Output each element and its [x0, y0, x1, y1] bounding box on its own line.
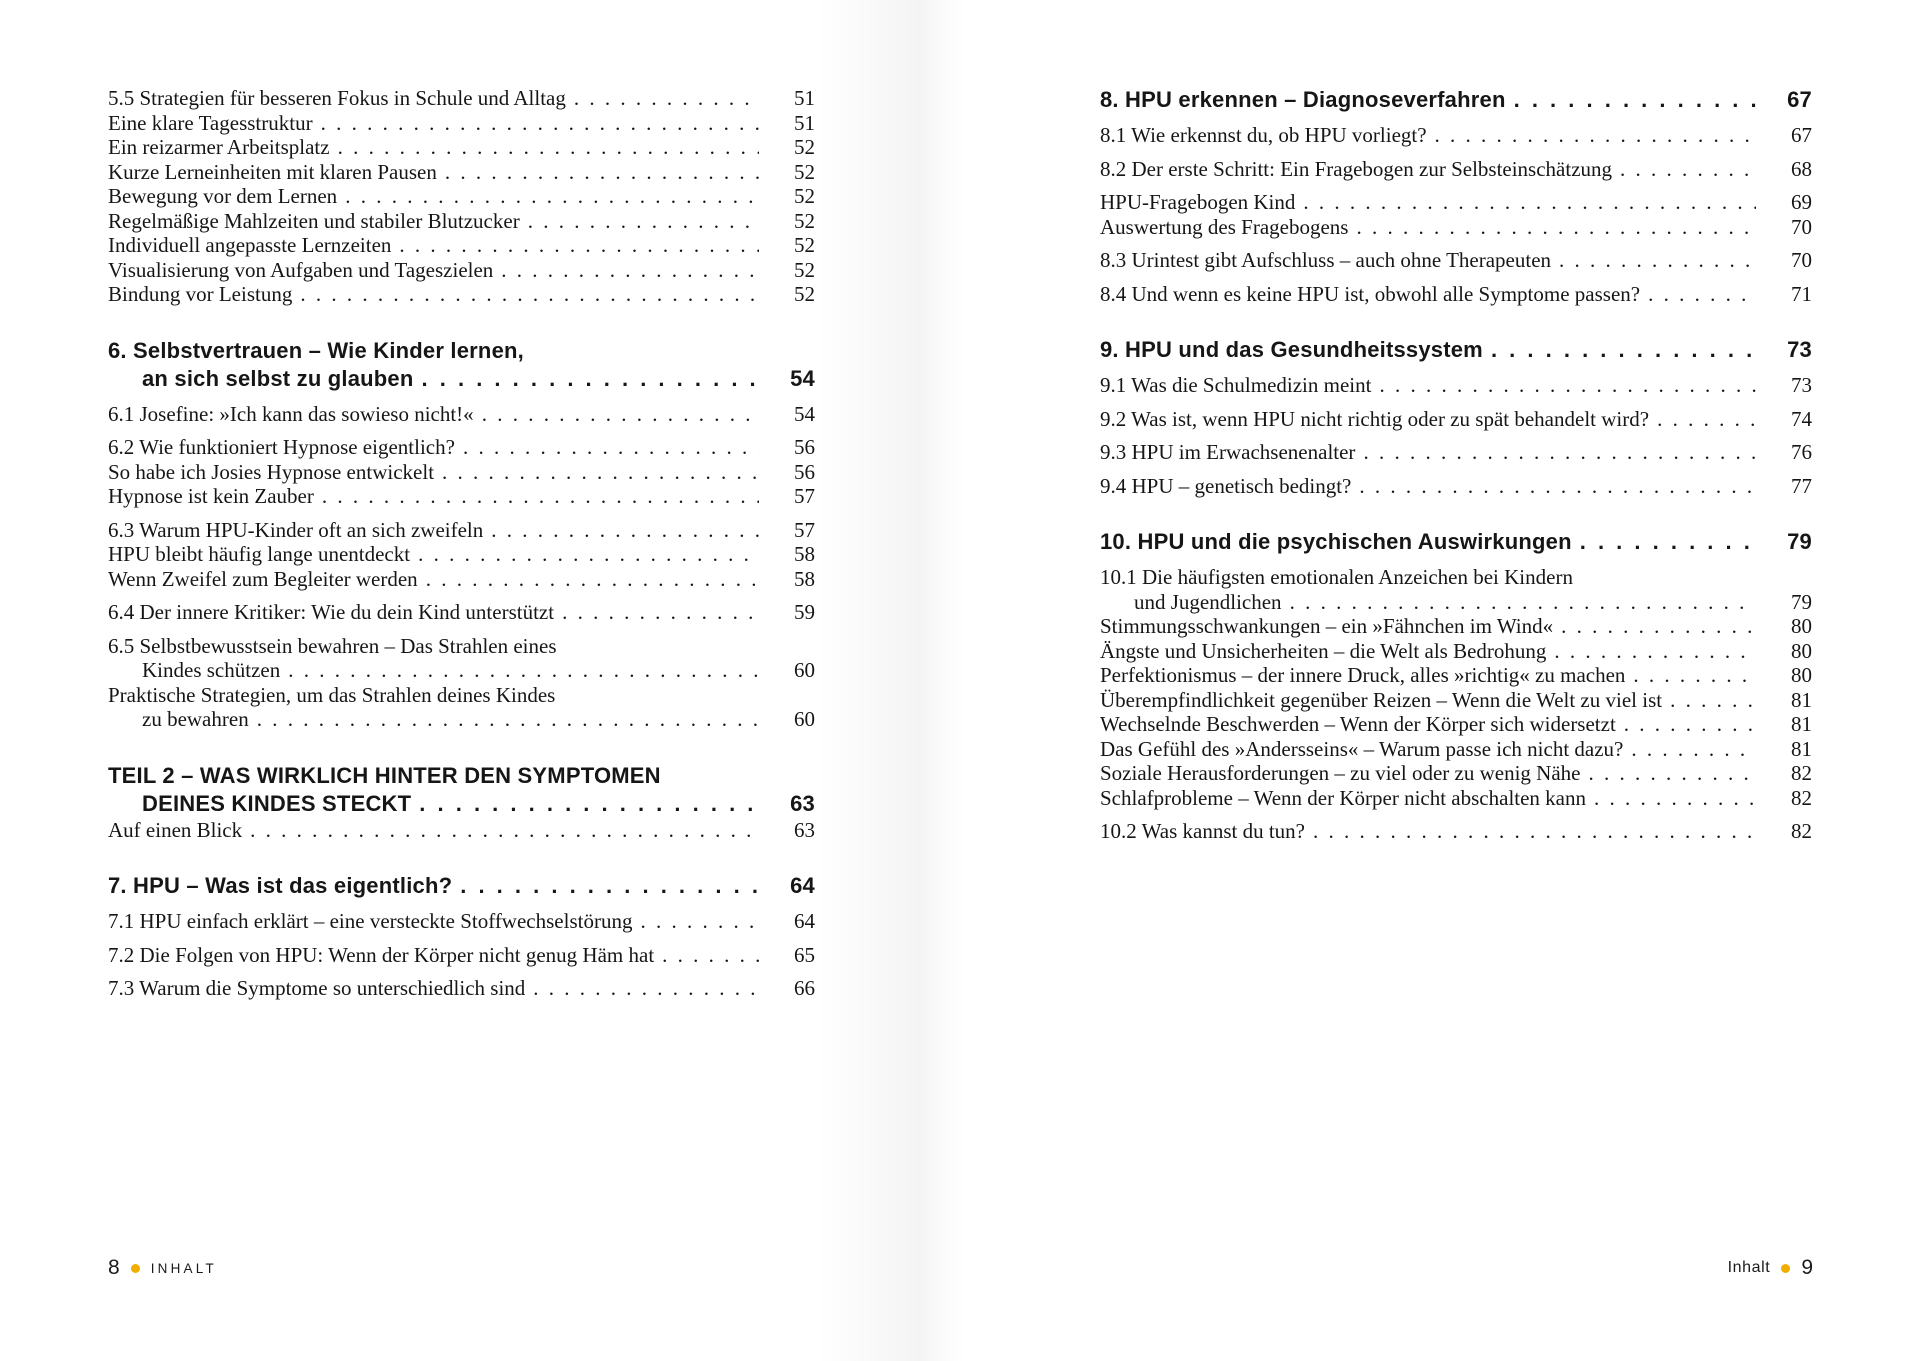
toc-page-number: 67 — [1791, 123, 1812, 147]
toc-item-title: Individuell angepasste Lernzeiten — [108, 233, 392, 257]
dot-leader — [533, 976, 759, 1001]
toc-left — [108, 86, 815, 1001]
toc-item-title: 8.2 Der erste Schritt: Ein Fragebogen zur Selbsteinschätzung — [1100, 156, 1613, 181]
toc-item-title: 9.1 Was die Schulmedizin meint — [1100, 373, 1372, 397]
dot-leader — [442, 460, 759, 485]
toc-item-title: Soziale Herausforderungen – zu viel oder zu wenig Nähe — [1100, 761, 1581, 785]
page-right — [954, 0, 1909, 1361]
footer-dot-icon — [1781, 1264, 1790, 1273]
toc-entry-row — [1100, 688, 1812, 713]
dot-leader — [399, 233, 759, 258]
dot-leader — [1561, 614, 1756, 639]
toc-page-number: 54 — [794, 401, 815, 426]
toc-item-title: 6.4 Der innere Kritiker: Wie du dein Kind unterstützt — [108, 600, 555, 624]
toc-entry-row — [108, 402, 815, 427]
toc-entry-row — [108, 209, 815, 234]
toc-entry-row — [1100, 590, 1812, 615]
toc-entry-row — [1100, 474, 1812, 499]
dot-leader — [662, 943, 759, 968]
footer-label: INHALT — [150, 1261, 217, 1276]
footer-label: Inhalt — [1727, 1259, 1771, 1276]
toc-entry-row — [1100, 712, 1812, 737]
dot-leader — [1620, 157, 1756, 182]
toc-item-title: Ängste und Unsicherheiten – die Welt als Bedrohung — [1100, 638, 1547, 663]
toc-item-title: So habe ich Josies Hypnose entwickelt — [108, 459, 435, 484]
toc-page-number: 66 — [794, 976, 815, 1000]
toc-page-number: 76 — [1791, 440, 1812, 464]
dot-leader — [562, 600, 759, 625]
toc-item-title: 7.2 Die Folgen von HPU: Wenn der Körper nicht genug Häm hat — [108, 942, 655, 967]
toc-entry-row — [1100, 282, 1812, 307]
toc-item-title: DEINES KINDES STECKT — [142, 790, 412, 816]
toc-item-title: Bindung vor Leistung — [108, 282, 293, 306]
dot-leader — [1580, 528, 1756, 556]
toc-item-title: Ein reizarmer Arbeitsplatz — [108, 135, 330, 159]
toc-item-title: Wenn Zweifel zum Begleiter werden — [108, 566, 418, 591]
dot-leader — [482, 402, 759, 427]
dot-leader — [1514, 86, 1756, 114]
dot-leader — [1657, 407, 1756, 432]
toc-right — [1100, 86, 1812, 844]
toc-entry-row — [1100, 737, 1812, 762]
toc-page-number: 52 — [794, 208, 815, 233]
dot-leader — [1559, 248, 1756, 273]
toc-entry-row — [1100, 190, 1812, 215]
toc-item-title: 7. HPU – Was ist das eigentlich? — [108, 873, 453, 898]
dot-leader — [574, 86, 759, 111]
dot-leader — [445, 160, 759, 185]
toc-page-number: 52 — [794, 282, 815, 306]
toc-item-title: 10. HPU und die psychischen Auswirkungen — [1100, 529, 1572, 554]
toc-page-number: 52 — [794, 257, 815, 282]
toc-item-title: 8.1 Wie erkennst du, ob HPU vorliegt? — [1100, 123, 1427, 147]
toc-item-title: zu bewahren — [142, 707, 249, 731]
footer-right — [1728, 1256, 1813, 1280]
dot-leader — [1631, 737, 1756, 762]
toc-part-heading-row — [108, 762, 815, 790]
toc-item-title: 9.4 HPU – genetisch bedingt? — [1100, 473, 1352, 498]
toc-entry-row — [108, 435, 815, 460]
toc-page-number: 70 — [1791, 248, 1812, 272]
toc-entry-row — [1100, 248, 1812, 273]
toc-item-title: Das Gefühl des »Andersseins« – Warum passe ich nicht dazu? — [1100, 736, 1624, 761]
toc-page-number: 77 — [1791, 473, 1812, 498]
toc-page-number: 57 — [794, 484, 815, 508]
toc-page-number: 58 — [794, 542, 815, 566]
toc-item-title: 8.4 Und wenn es keine HPU ist, obwohl alle Symptome passen? — [1100, 281, 1641, 306]
toc-item-title: 9.2 Was ist, wenn HPU nicht richtig oder zu spät behandelt wird? — [1100, 406, 1650, 431]
dot-leader — [1648, 282, 1756, 307]
toc-item-title: TEIL 2 – WAS WIRKLICH HINTER DEN SYMPTOMEN — [108, 762, 661, 788]
dot-leader — [1356, 215, 1756, 240]
toc-page-number: 59 — [794, 600, 815, 624]
toc-chapter-heading-row — [1100, 336, 1812, 364]
toc-entry-row — [108, 460, 815, 485]
toc-page-number: 74 — [1791, 406, 1812, 431]
toc-item-title: 6.1 Josefine: »Ich kann das sowieso nicht!« — [108, 401, 474, 426]
toc-entry-row — [108, 518, 815, 543]
toc-page-number: 79 — [1787, 529, 1812, 554]
toc-page-number: 65 — [794, 942, 815, 967]
toc-item-title: Bewegung vor dem Lernen — [108, 184, 338, 208]
toc-entry-row — [1100, 407, 1812, 432]
dot-leader — [1303, 190, 1756, 215]
toc-item-title: Perfektionismus – der innere Druck, alles »richtig« zu machen — [1100, 663, 1626, 687]
dot-leader — [426, 567, 759, 592]
footer-left — [108, 1256, 217, 1280]
toc-entry-row — [108, 160, 815, 185]
toc-page-number: 52 — [794, 159, 815, 184]
toc-page-number: 52 — [794, 135, 815, 159]
dot-leader — [460, 872, 759, 900]
toc-item-title: 6.5 Selbstbewusstsein bewahren – Das Strahlen eines — [108, 633, 557, 658]
dot-leader — [250, 818, 759, 843]
toc-page-number: 58 — [794, 566, 815, 591]
toc-entry-row — [108, 86, 815, 111]
toc-entry-row — [108, 634, 815, 659]
toc-page-number: 82 — [1791, 819, 1812, 843]
toc-page-number: 73 — [1791, 373, 1812, 397]
toc-page-number: 63 — [790, 790, 815, 816]
toc-page-number: 70 — [1791, 214, 1812, 239]
toc-page-number: 54 — [790, 365, 815, 391]
dot-leader — [419, 790, 759, 818]
toc-page-number: 79 — [1791, 589, 1812, 614]
toc-item-title: Auswertung des Fragebogens — [1100, 214, 1349, 239]
toc-entry-row — [1100, 565, 1812, 590]
toc-item-title: HPU-Fragebogen Kind — [1100, 190, 1296, 214]
toc-page-number: 82 — [1791, 761, 1812, 785]
toc-entry-row — [1100, 440, 1812, 465]
toc-item-title: HPU bleibt häufig lange unentdeckt — [108, 542, 411, 566]
toc-chapter-heading-row — [108, 337, 815, 365]
dot-leader — [1435, 123, 1756, 148]
toc-page-number: 63 — [794, 817, 815, 842]
toc-page-number: 64 — [790, 873, 815, 898]
toc-item-title: Kindes schützen — [142, 658, 281, 682]
toc-entry-row — [1100, 819, 1812, 844]
toc-entry-row — [108, 683, 815, 708]
toc-chapter-heading-row — [108, 872, 815, 900]
toc-entry-row — [108, 658, 815, 683]
toc-entry-row — [1100, 373, 1812, 398]
footer-dot-icon — [131, 1264, 140, 1273]
toc-page-number: 81 — [1791, 687, 1812, 712]
toc-page-number: 51 — [794, 86, 815, 110]
toc-entry-row — [108, 818, 815, 843]
dot-leader — [1379, 373, 1756, 398]
toc-item-title: an sich selbst zu glauben — [142, 365, 414, 391]
toc-item-title: 7.3 Warum die Symptome so unterschiedlich sind — [108, 976, 526, 1000]
toc-page-number: 67 — [1787, 87, 1812, 112]
page-left — [0, 0, 954, 1361]
toc-entry-row — [108, 258, 815, 283]
dot-leader — [1633, 663, 1756, 688]
toc-page-number: 68 — [1791, 156, 1812, 181]
toc-item-title: Praktische Strategien, um das Strahlen deines Kindes — [108, 682, 556, 707]
toc-item-title: Stimmungsschwankungen – ein »Fähnchen im Wind« — [1100, 614, 1554, 638]
toc-entry-row — [1100, 215, 1812, 240]
toc-item-title: 6.3 Warum HPU-Kinder oft an sich zweifeln — [108, 517, 484, 542]
toc-entry-row — [108, 184, 815, 209]
toc-item-title: 8.3 Urintest gibt Aufschluss – auch ohne Therapeuten — [1100, 248, 1552, 272]
dot-leader — [1670, 688, 1756, 713]
toc-item-title: Hypnose ist kein Zauber — [108, 484, 314, 508]
toc-page-number: 56 — [794, 435, 815, 459]
dot-leader — [288, 658, 759, 683]
dot-leader — [1363, 440, 1756, 465]
toc-page-number: 71 — [1791, 281, 1812, 306]
toc-page-number: 73 — [1787, 337, 1812, 362]
footer-page-number: 8 — [108, 1256, 120, 1279]
toc-entry-row — [108, 282, 815, 307]
toc-item-title: 6.2 Wie funktioniert Hypnose eigentlich? — [108, 435, 455, 459]
toc-chapter-heading-row — [108, 365, 815, 393]
toc-item-title: Eine klare Tagesstruktur — [108, 110, 313, 135]
toc-entry-row — [108, 600, 815, 625]
dot-leader — [1588, 761, 1756, 786]
toc-entry-row — [1100, 761, 1812, 786]
dot-leader — [640, 909, 759, 934]
toc-page-number: 81 — [1791, 736, 1812, 761]
dot-leader — [1290, 590, 1756, 615]
toc-page-number: 81 — [1791, 712, 1812, 736]
toc-page-number: 52 — [794, 184, 815, 208]
toc-entry-row — [1100, 663, 1812, 688]
dot-leader — [1624, 712, 1756, 737]
toc-entry-row — [108, 542, 815, 567]
toc-entry-row — [1100, 157, 1812, 182]
toc-entry-row — [1100, 614, 1812, 639]
dot-leader — [1313, 819, 1756, 844]
toc-item-title: Schlafprobleme – Wenn der Körper nicht abschalten kann — [1100, 785, 1587, 810]
toc-entry-row — [108, 135, 815, 160]
toc-page-number: 80 — [1791, 663, 1812, 687]
toc-entry-row — [108, 567, 815, 592]
toc-entry-row — [108, 111, 815, 136]
toc-item-title: 5.5 Strategien für besseren Fokus in Schule und Alltag — [108, 86, 566, 110]
dot-leader — [300, 282, 759, 307]
dot-leader — [501, 258, 759, 283]
toc-item-title: 8. HPU erkennen – Diagnoseverfahren — [1100, 87, 1506, 112]
dot-leader — [1359, 474, 1756, 499]
dot-leader — [322, 484, 759, 509]
toc-page-number: 80 — [1791, 614, 1812, 638]
toc-page-number: 51 — [794, 110, 815, 135]
toc-item-title: Kurze Lerneinheiten mit klaren Pausen — [108, 159, 437, 184]
dot-leader — [1594, 786, 1756, 811]
toc-entry-row — [108, 976, 815, 1001]
toc-page-number: 64 — [794, 909, 815, 933]
toc-page-number: 69 — [1791, 190, 1812, 214]
toc-page-number: 80 — [1791, 638, 1812, 663]
toc-item-title: Regelmäßige Mahlzeiten und stabiler Blutzucker — [108, 208, 520, 233]
toc-entry-row — [108, 707, 815, 732]
toc-item-title: 10.1 Die häufigsten emotionalen Anzeichen bei Kindern — [1100, 565, 1573, 589]
toc-page-number: 60 — [794, 658, 815, 682]
toc-item-title: 10.2 Was kannst du tun? — [1100, 819, 1305, 843]
toc-entry-row — [108, 233, 815, 258]
dot-leader — [338, 135, 759, 160]
toc-page-number: 60 — [794, 707, 815, 731]
dot-leader — [422, 365, 759, 393]
toc-entry-row — [1100, 786, 1812, 811]
toc-entry-row — [1100, 123, 1812, 148]
toc-item-title: Wechselnde Beschwerden – Wenn der Körper sich widersetzt — [1100, 712, 1616, 736]
toc-item-title: 7.1 HPU einfach erklärt – eine versteckte Stoffwechselstörung — [108, 909, 633, 933]
dot-leader — [418, 542, 759, 567]
toc-item-title: Überempfindlichkeit gegenüber Reizen – Wenn die Welt zu viel ist — [1100, 687, 1663, 712]
toc-page-number: 57 — [794, 517, 815, 542]
dot-leader — [528, 209, 759, 234]
toc-item-title: Visualisierung von Aufgaben und Tageszielen — [108, 257, 494, 282]
toc-item-title: 9.3 HPU im Erwachsenenalter — [1100, 440, 1356, 464]
toc-page-number: 56 — [794, 459, 815, 484]
toc-entry-row — [108, 909, 815, 934]
toc-item-title: und Jugendlichen — [1134, 589, 1282, 614]
toc-item-title: 6. Selbstvertrauen – Wie Kinder lernen, — [108, 337, 524, 363]
dot-leader — [1554, 639, 1756, 664]
toc-entry-row — [108, 943, 815, 968]
dot-leader — [463, 435, 759, 460]
toc-chapter-heading-row — [1100, 528, 1812, 556]
dot-leader — [257, 707, 759, 732]
toc-entry-row — [108, 484, 815, 509]
dot-leader — [491, 518, 759, 543]
dot-leader — [345, 184, 759, 209]
toc-chapter-heading-row — [1100, 86, 1812, 114]
dot-leader — [1491, 336, 1756, 364]
footer-page-number: 9 — [1801, 1256, 1813, 1279]
toc-page-number: 52 — [794, 233, 815, 257]
toc-part-heading-row — [108, 790, 815, 818]
toc-item-title: 9. HPU und das Gesundheitssystem — [1100, 337, 1483, 362]
toc-entry-row — [1100, 639, 1812, 664]
toc-item-title: Auf einen Blick — [108, 817, 243, 842]
toc-page-number: 82 — [1791, 785, 1812, 810]
dot-leader — [321, 111, 759, 136]
